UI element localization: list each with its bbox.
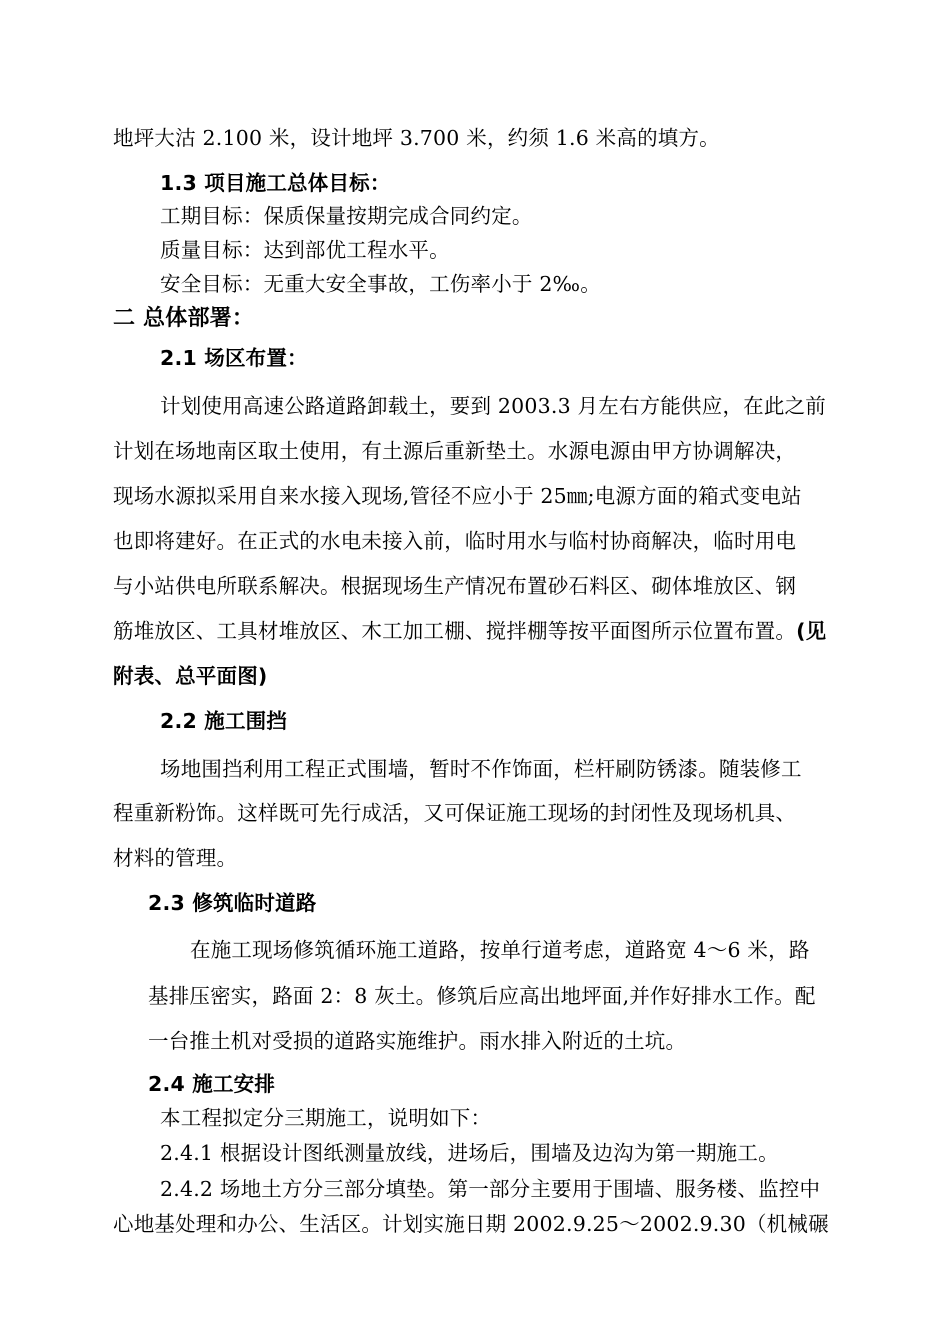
chapter-2-heading: 二 总体部署： <box>113 306 255 331</box>
paragraph-line: 也即将建好。在正式的水电未接入前，临时用水与临村协商解决，临时用电 <box>113 529 797 553</box>
paragraph-line: 现场水源拟采用自来水接入现场,管径不应小于 25㎜;电源方面的箱式变电站 <box>113 484 802 508</box>
section-1-3-heading: 1.3 项目施工总体目标： <box>160 171 391 195</box>
reference-note: (见 <box>796 619 827 643</box>
section-2-4-heading: 2.4 施工安排 <box>148 1072 276 1096</box>
paragraph-line: 基排压密实，路面 2：8 灰土。修筑后应高出地坪面,并作好排水工作。配 <box>148 984 816 1008</box>
paragraph-text: 筋堆放区、工具材堆放区、木工加工棚、搅拌棚等按平面图所示位置布置。 <box>113 619 797 643</box>
paragraph-line: 材料的管理。 <box>113 846 238 870</box>
paragraph-line: 计划在场地南区取土使用，有土源后重新垫土。水源电源由甲方协调解决， <box>113 439 797 463</box>
paragraph-line: 2.4.1 根据设计图纸测量放线，进场后，围墙及边沟为第一期施工。 <box>160 1141 779 1165</box>
section-2-3-heading: 2.3 修筑临时道路 <box>148 891 317 915</box>
paragraph-line: 在施工现场修筑循环施工道路，按单行道考虑，道路宽 4～6 米，路 <box>190 938 810 962</box>
paragraph-line: 程重新粉饰。这样既可先行成活，又可保证施工现场的封闭性及现场机具、 <box>113 801 797 825</box>
paragraph-line: 地坪大沽 2.100 米，设计地坪 3.700 米，约须 1.6 米高的填方。 <box>113 126 720 150</box>
goal-safety: 安全目标：无重大安全事故，工伤率小于 2‰。 <box>160 272 601 296</box>
paragraph-line: 本工程拟定分三期施工，说明如下： <box>160 1106 492 1130</box>
section-2-1-heading: 2.1 场区布置： <box>160 346 308 370</box>
paragraph-line: 心地基处理和办公、生活区。计划实施日期 2002.9.25～2002.9.30（机械碾 <box>113 1212 829 1236</box>
section-2-2-heading: 2.2 施工围挡 <box>160 709 288 733</box>
goal-schedule: 工期目标：保质保量按期完成合同约定。 <box>160 204 533 228</box>
paragraph-line: 一台推土机对受损的道路实施维护。雨水排入附近的土坑。 <box>148 1029 687 1053</box>
goal-quality: 质量目标：达到部优工程水平。 <box>160 238 450 262</box>
paragraph-line: 2.4.2 场地土方分三部分填垫。第一部分主要用于围墙、服务楼、监控中 <box>160 1177 821 1201</box>
paragraph-line: 计划使用高速公路道路卸载土，要到 2003.3 月左右方能供应，在此之前 <box>160 394 826 418</box>
paragraph-line: 与小站供电所联系解决。根据现场生产情况布置砂石料区、砌体堆放区、钢 <box>113 574 797 598</box>
paragraph-line: 场地围挡利用工程正式围墙，暂时不作饰面，栏杆刷防锈漆。随装修工 <box>160 757 802 781</box>
paragraph-line <box>113 618 826 644</box>
reference-note: 附表、总平面图) <box>113 664 268 688</box>
